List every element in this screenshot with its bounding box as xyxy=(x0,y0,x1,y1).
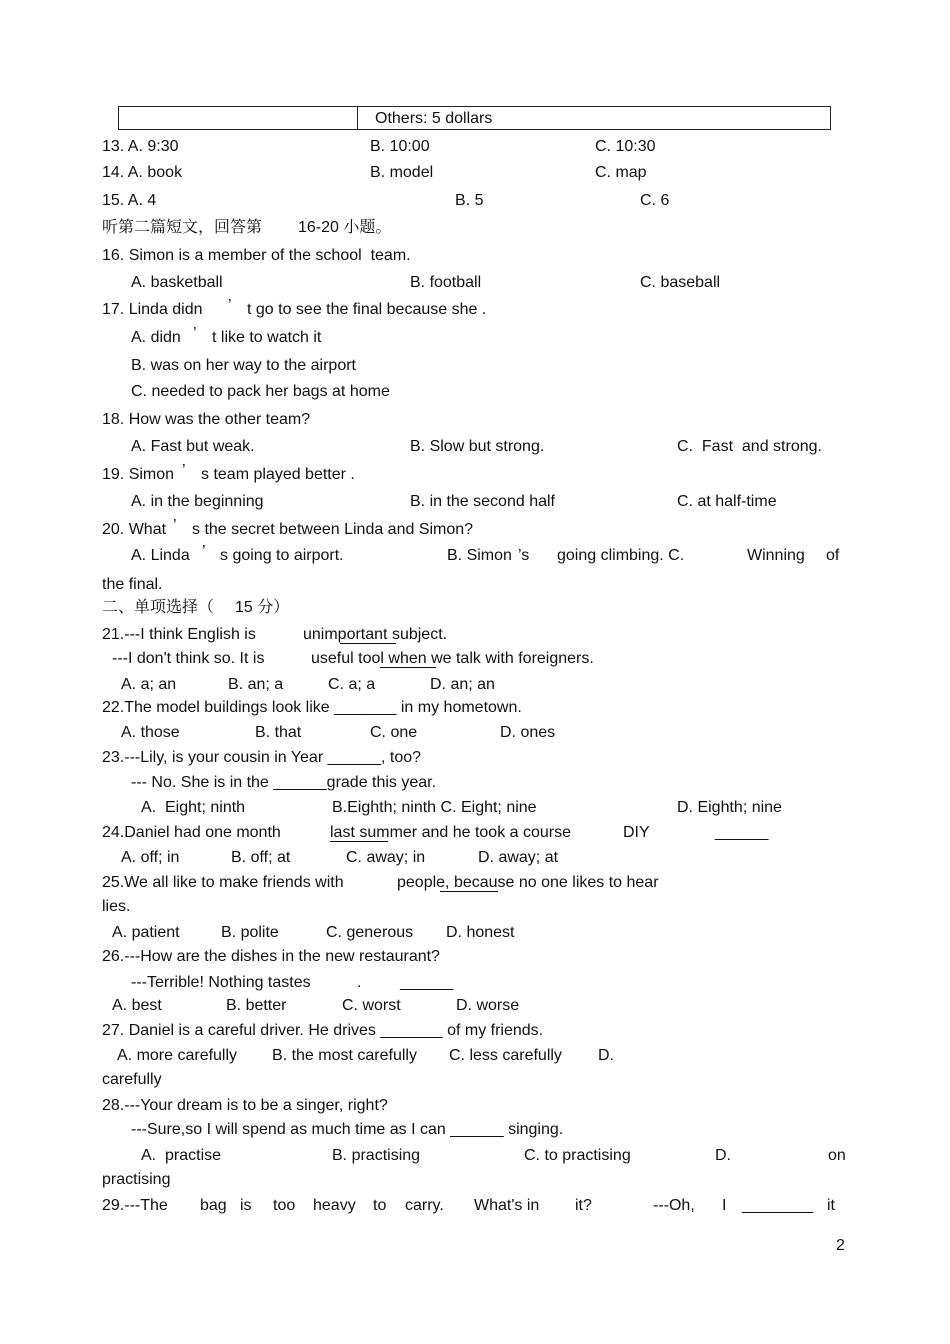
q26-line2-period: . xyxy=(357,974,362,991)
q16-option-a: A. basketball xyxy=(131,274,223,291)
q26-line2-part1: ---Terrible! Nothing tastes xyxy=(131,974,311,991)
q25-option-b: B. polite xyxy=(221,924,279,941)
q20-option-c-part3: the final. xyxy=(102,576,163,593)
q17-option-b: B. was on her way to the airport xyxy=(131,357,356,374)
q25-option-c: C. generous xyxy=(326,924,414,941)
q19-option-c: C. at half-time xyxy=(677,493,777,510)
q28-option-d-text: practising xyxy=(102,1171,171,1188)
q20-stem-part2: s the secret between Linda and Simon? xyxy=(192,521,474,538)
q23-line2: --- No. She is in the ______grade this year. xyxy=(131,774,437,791)
q22-stem: 22.The model buildings look like _______ in my hometown. xyxy=(102,699,522,716)
q27-option-c: C. less carefully xyxy=(449,1047,562,1064)
q22-option-b: B. that xyxy=(255,724,302,741)
q15-option-a: 15. A. 4 xyxy=(102,192,157,209)
q29-word: ---Oh, xyxy=(653,1197,695,1214)
q28-option-b: B. practising xyxy=(332,1147,421,1164)
q14-option-b: B. model xyxy=(370,164,434,181)
q26-option-c: C. worst xyxy=(342,997,401,1014)
q20-option-c-part1: Winning xyxy=(747,547,805,564)
q27-stem: 27. Daniel is a careful driver. He drives _______ of my friends. xyxy=(102,1022,544,1039)
q20-option-a-part2: s going to airport. xyxy=(220,547,344,564)
q26-option-a: A. best xyxy=(112,997,162,1014)
q18-option-b: B. Slow but strong. xyxy=(410,438,545,455)
q28-option-c: C. to practising xyxy=(524,1147,631,1164)
q24-blank: ______ xyxy=(715,824,769,841)
q29-word: I xyxy=(722,1197,727,1214)
q25-option-d: D. honest xyxy=(446,924,515,941)
q21-line1-underline xyxy=(340,643,396,644)
q21-line2-underline xyxy=(380,667,436,668)
q24-option-a: A. off; in xyxy=(121,849,180,866)
q17-option-a-part2: t like to watch it xyxy=(212,329,322,346)
table-row xyxy=(118,106,831,130)
q22-option-d: D. ones xyxy=(500,724,556,741)
q17-apostrophe: ’ xyxy=(228,297,232,314)
q29-word: is xyxy=(240,1197,252,1214)
q21-line2-part2: useful tool when we talk with foreigners. xyxy=(311,650,594,667)
q15-option-b: B. 5 xyxy=(455,192,484,209)
q23-option-a: A. Eight; ninth xyxy=(141,799,246,816)
q24-stem-part2: last summer and he took a course xyxy=(330,824,572,841)
q19-stem-part2: s team played better . xyxy=(201,466,355,483)
q17-stem-part2: t go to see the final because she . xyxy=(247,301,487,318)
q24-underline xyxy=(330,841,388,842)
q18-option-a: A. Fast but weak. xyxy=(131,438,255,455)
q24-stem-part1: 24.Daniel had one month xyxy=(102,824,281,841)
q24-stem-part3: DIY xyxy=(623,824,650,841)
section-single-score: 15 分） xyxy=(235,599,290,616)
q25-stem-part3: lies. xyxy=(102,898,131,915)
q25-option-a: A. patient xyxy=(112,924,180,941)
q29-word: heavy xyxy=(313,1197,356,1214)
q15-option-c: C. 6 xyxy=(640,192,670,209)
q29-word: to xyxy=(373,1197,387,1214)
q24-option-b: B. off; at xyxy=(231,849,291,866)
q21-line1-part1: 21.---I think English is xyxy=(102,626,256,643)
q29-word: bag xyxy=(200,1197,227,1214)
q25-stem-part2: people, because no one likes to hear xyxy=(397,874,659,891)
q27-option-d: D. xyxy=(598,1047,614,1064)
q28-option-a: A. practise xyxy=(141,1147,222,1164)
q21-option-a: A. a; an xyxy=(121,676,177,693)
q20-option-b-part2: going climbing. C. xyxy=(557,547,685,564)
q29-blank: ________ xyxy=(742,1197,814,1214)
q16-stem: 16. Simon is a member of the school team. xyxy=(102,247,411,264)
q27-option-a: A. more carefully xyxy=(117,1047,238,1064)
q29-word: too xyxy=(273,1197,296,1214)
q26-option-d: D. worse xyxy=(456,997,520,1014)
q21-option-d: D. an; an xyxy=(430,676,495,693)
q23-option-b-c: B.Eighth; ninth C. Eight; nine xyxy=(332,799,537,816)
q28-line2: ---Sure,so I will spend as much time as I can ______ singing. xyxy=(131,1121,564,1138)
q14-option-c: C. map xyxy=(595,164,647,181)
q28-option-d: D. xyxy=(715,1147,731,1164)
q27-option-b: B. the most carefully xyxy=(272,1047,417,1064)
q19-apostrophe: ’ xyxy=(182,462,186,479)
q20-apostrophe: ’ xyxy=(173,517,177,534)
q20-option-a-apostrophe: ’ xyxy=(202,543,206,560)
q22-option-c: C. one xyxy=(370,724,418,741)
q20-option-c-part2: of xyxy=(826,547,840,564)
q20-option-a-part1: A. Linda xyxy=(131,547,190,564)
q21-option-b: B. an; a xyxy=(228,676,284,693)
q17-option-a-apostrophe: ’ xyxy=(193,325,197,342)
q25-underline xyxy=(440,891,498,892)
q20-stem-part1: 20. What xyxy=(102,521,167,538)
section-listen2-range: 16-20 小题。 xyxy=(298,219,392,236)
q23-option-d: D. Eighth; nine xyxy=(677,799,782,816)
q29-word: it? xyxy=(575,1197,592,1214)
q16-option-c: C. baseball xyxy=(640,274,721,291)
q17-option-c: C. needed to pack her bags at home xyxy=(131,383,390,400)
q18-stem: 18. How was the other team? xyxy=(102,411,311,428)
q21-line2-part1: ---I don't think so. It is xyxy=(112,650,265,667)
q22-option-a: A. those xyxy=(121,724,180,741)
table-cell-others: Others: 5 dollars xyxy=(375,110,493,127)
q20-option-b-apostrophe: ’s xyxy=(518,547,530,564)
q26-stem: 26.---How are the dishes in the new restaurant? xyxy=(102,948,440,965)
q21-option-c: C. a; a xyxy=(328,676,376,693)
q13-option-c: C. 10:30 xyxy=(595,138,656,155)
q25-stem-part1: 25.We all like to make friends with xyxy=(102,874,344,891)
q27-option-d-text: carefully xyxy=(102,1071,162,1088)
q18-option-c: C. Fast and strong. xyxy=(677,438,822,455)
q19-stem-part1: 19. Simon xyxy=(102,466,175,483)
q17-option-a-part1: A. didn xyxy=(131,329,181,346)
page-number: 2 xyxy=(836,1237,845,1254)
q29-word: 29.---The xyxy=(102,1197,168,1214)
q13-option-b: B. 10:00 xyxy=(370,138,430,155)
q23-stem: 23.---Lily, is your cousin in Year ______, too? xyxy=(102,749,422,766)
q16-option-b: B. football xyxy=(410,274,482,291)
q29-word: it xyxy=(827,1197,835,1214)
q29-word: carry. xyxy=(405,1197,444,1214)
q17-stem-part1: 17. Linda didn xyxy=(102,301,203,318)
section-single-heading: 二、单项选择（ xyxy=(102,599,215,616)
q24-option-c: C. away; in xyxy=(346,849,426,866)
q13-option-a: 13. A. 9:30 xyxy=(102,138,179,155)
q20-option-b-part1: B. Simon xyxy=(447,547,512,564)
q24-option-d: D. away; at xyxy=(478,849,559,866)
table-divider xyxy=(357,107,358,129)
q26-option-b: B. better xyxy=(226,997,287,1014)
q14-option-a: 14. A. book xyxy=(102,164,183,181)
section-listen2-heading: 听第二篇短文，回答第 xyxy=(102,219,263,236)
q26-line2-blank: ______ xyxy=(400,974,454,991)
q19-option-b: B. in the second half xyxy=(410,493,555,510)
q28-option-d-on: on xyxy=(828,1147,846,1164)
q29-word: What's in xyxy=(474,1197,540,1214)
q19-option-a: A. in the beginning xyxy=(131,493,264,510)
q21-line1-part2: unimportant subject. xyxy=(303,626,448,643)
q28-stem: 28.---Your dream is to be a singer, right? xyxy=(102,1097,388,1114)
